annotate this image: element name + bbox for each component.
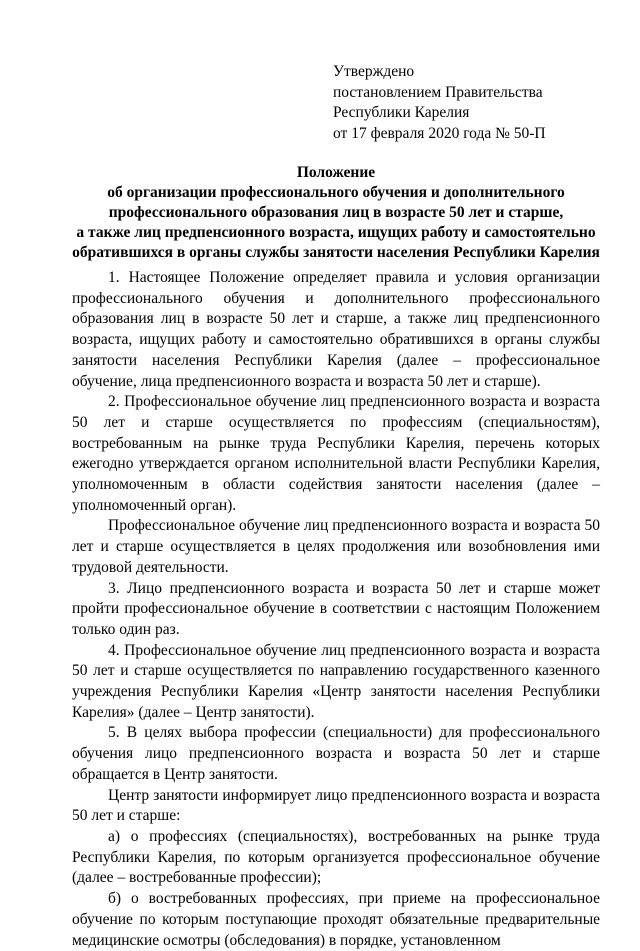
title-heading: Положение — [296, 164, 376, 181]
list-item-a: а) о профессиях (специальностях), востребованных на рынке труда Республики Карелия, по которым организуется профессиональное обучение (далее – востребованные профессии); — [72, 827, 600, 887]
approval-line: постановлением Правительства — [333, 83, 543, 101]
paragraph-4: 4. Профессиональное обучение лиц предпенсионного возраста и возраста 50 лет и старше осуществляется по направлению государственного казенного учреждения Республики Карелия «Центр занятости населения Республики Карелия» (далее – Центр занятости). — [72, 641, 600, 721]
approval-stamp — [333, 62, 633, 144]
title-line: а также лиц предпенсионного возраста, ищущих работу и самостоятельно — [76, 224, 596, 241]
paragraph-5: 5. В целях выбора профессии (специальности) для профессионального обучения лицо предпенсионного возраста и возраста 50 лет и старше обращается в Центр занятости. — [72, 724, 600, 783]
paragraph-1: 1. Настоящее Положение определяет правила и условия организации профессионального обучения и дополнительного профессионального образования лиц в возрасте 50 лет и старше, а также лиц предпенсионного возраста, ищущих работу и самостоятельно обратившихся в органы службы занятости населения Республики Карелия (далее – профессиональное обучение, лица предпенсионного возраста и возраста 50 лет и старше). — [72, 269, 600, 390]
paragraph-2: 2. Профессиональное обучение лиц предпенсионного возраста и возраста 50 лет и старше осуществляется по профессиям (специальностям), востребованным на рынке труда Республики Карелия, перечень которых ежегодно утверждается органом исполнительной власти Республики Карелия, уполномоченным в области содействия занятости населения (далее – уполномоченный орган). — [72, 393, 600, 514]
paragraph-5-continued: Центр занятости информирует лицо предпенсионного возраста и возраста 50 лет и старше: — [72, 786, 600, 825]
document-body — [72, 268, 600, 951]
title-line: профессионального образования лиц в возрасте 50 лет и старше, — [108, 204, 564, 221]
list-item-b: б) о востребованных профессиях, при приеме на профессиональное обучение по которым поступающие проходят обязательные предварительные медицинские осмотры (обследования) в порядке, установленном — [72, 890, 600, 949]
document-title — [72, 163, 600, 263]
approval-line: от 17 февраля 2020 года № 50-П — [333, 124, 546, 142]
paragraph-2-continued: Профессиональное обучение лиц предпенсионного возраста и возраста 50 лет и старше осуществляется в целях продолжения или возобновления ими трудовой деятельности. — [72, 517, 600, 576]
approval-line: Республики Карелия — [333, 104, 470, 121]
approval-line: Утверждено — [333, 63, 415, 80]
title-line: обратившихся в органы службы занятости населения Республики Карелия — [72, 244, 600, 261]
title-line: об организации профессионального обучения и дополнительного — [107, 184, 565, 201]
paragraph-3: 3. Лицо предпенсионного возраста и возраста 50 лет и старше может пройти профессиональное обучение в соответствии с настоящим Положением только один раз. — [72, 579, 600, 638]
